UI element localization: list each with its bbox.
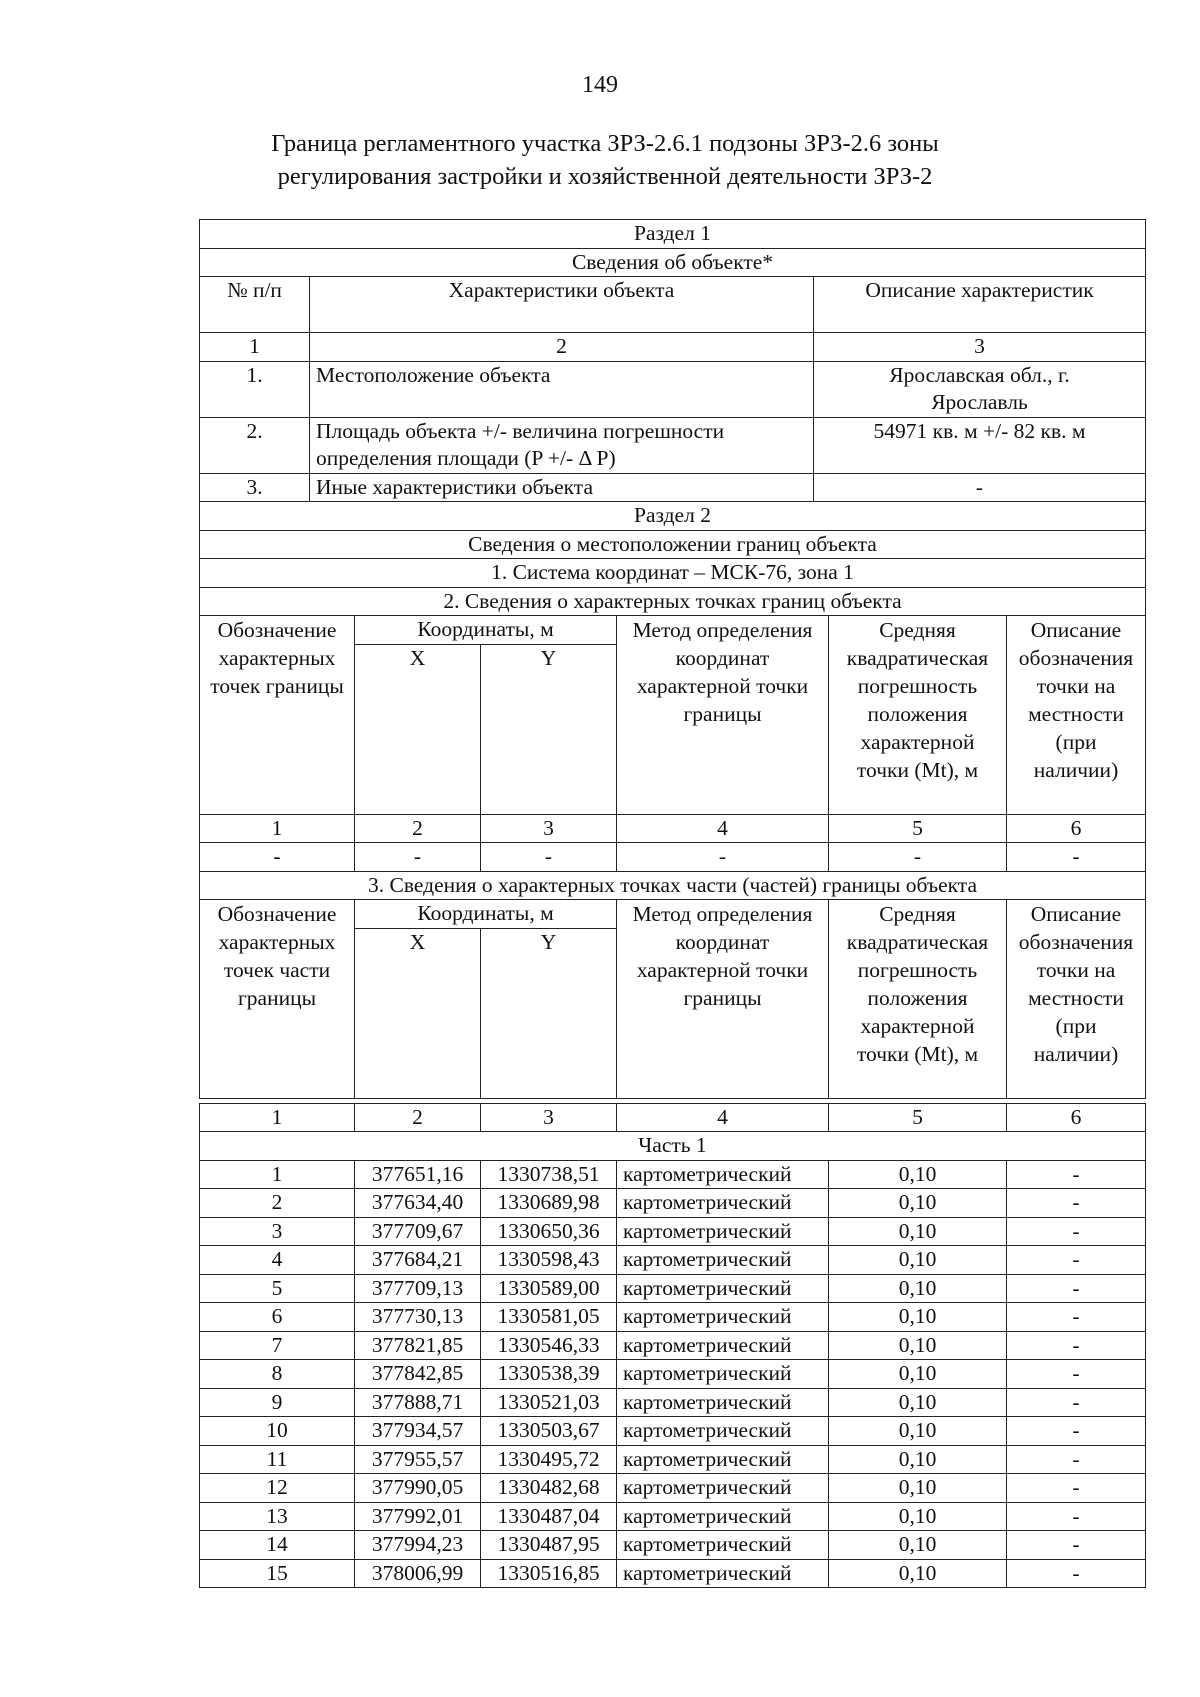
document-body (199, 219, 1145, 1588)
point-x: 377634,40 (355, 1189, 481, 1218)
point-desc: - (1007, 1274, 1146, 1303)
point-mt: 0,10 (829, 1160, 1007, 1189)
point-x: 377934,57 (355, 1417, 481, 1446)
table-row (200, 1445, 1146, 1474)
row-num: 2. (200, 417, 310, 473)
point-desc: - (1007, 1388, 1146, 1417)
section2-label: Раздел 2 (200, 502, 1146, 531)
point-desc: - (1007, 1246, 1146, 1275)
point-number: 8 (200, 1360, 355, 1389)
table-row (200, 1559, 1146, 1588)
section1-subtitle: Сведения об объекте* (200, 248, 1146, 277)
part-header-method: Метод определения координат характерной точки границы (617, 900, 829, 1099)
points-table (199, 615, 1146, 1099)
point-y: 1330482,68 (481, 1474, 617, 1503)
point-y: 1330589,00 (481, 1274, 617, 1303)
point-x: 377684,21 (355, 1246, 481, 1275)
table-row (200, 1160, 1146, 1189)
table-row (200, 1417, 1146, 1446)
point-number: 4 (200, 1246, 355, 1275)
point-method: картометрический (617, 1246, 829, 1275)
point-y: 1330487,04 (481, 1502, 617, 1531)
point-mt: 0,10 (829, 1445, 1007, 1474)
col-number: 2 (355, 814, 481, 843)
point-x: 377730,13 (355, 1303, 481, 1332)
point-x: 377992,01 (355, 1502, 481, 1531)
point-desc: - (1007, 1502, 1146, 1531)
col-number: 1 (200, 1103, 355, 1132)
point-x: 377842,85 (355, 1360, 481, 1389)
point-x: 377955,57 (355, 1445, 481, 1474)
point-number: 14 (200, 1531, 355, 1560)
point-mt: 0,10 (829, 1303, 1007, 1332)
header-x: X (355, 644, 481, 814)
section1-table (199, 219, 1146, 616)
header-y: Y (481, 644, 617, 814)
row-num: 3. (200, 473, 310, 502)
table-row (200, 1274, 1146, 1303)
row-name: Иные характеристики объекта (310, 473, 814, 502)
point-mt: 0,10 (829, 1474, 1007, 1503)
point-number: 12 (200, 1474, 355, 1503)
col-number: 2 (310, 333, 814, 362)
point-mt: 0,10 (829, 1246, 1007, 1275)
header-characteristic: Характеристики объекта (310, 277, 814, 333)
col-number: 2 (355, 1103, 481, 1132)
point-y: 1330650,36 (481, 1217, 617, 1246)
point-method: картометрический (617, 1559, 829, 1588)
point-mt: 0,10 (829, 1559, 1007, 1588)
point-method: картометрический (617, 1160, 829, 1189)
empty-cell: - (200, 843, 355, 872)
table-row (200, 1360, 1146, 1389)
col-number: 4 (617, 814, 829, 843)
row-num: 1. (200, 361, 310, 417)
part-header-desc: Описание обозначения точки на местности (при наличии) (1007, 900, 1146, 1099)
point-mt: 0,10 (829, 1331, 1007, 1360)
point-number: 11 (200, 1445, 355, 1474)
point-y: 1330503,67 (481, 1417, 617, 1446)
empty-cell: - (481, 843, 617, 872)
point-mt: 0,10 (829, 1217, 1007, 1246)
point-desc: - (1007, 1559, 1146, 1588)
point-desc: - (1007, 1303, 1146, 1332)
coord-system: 1. Система координат – МСК-76, зона 1 (200, 559, 1146, 588)
table-row (200, 1246, 1146, 1275)
col-number: 6 (1007, 1103, 1146, 1132)
point-mt: 0,10 (829, 1388, 1007, 1417)
col-number: 1 (200, 333, 310, 362)
table-row (200, 1217, 1146, 1246)
point-desc: - (1007, 1360, 1146, 1389)
point-number: 13 (200, 1502, 355, 1531)
point-number: 7 (200, 1331, 355, 1360)
header-description: Описание характеристик (814, 277, 1146, 333)
part-header-designation: Обозначение характерных точек части границы (200, 900, 355, 1099)
part-header-y: Y (481, 928, 617, 1098)
row-value: 54971 кв. м +/- 82 кв. м (814, 417, 1146, 473)
part-points-table (199, 1103, 1146, 1589)
col-number: 3 (481, 1103, 617, 1132)
point-method: картометрический (617, 1531, 829, 1560)
point-number: 2 (200, 1189, 355, 1218)
col-number: 1 (200, 814, 355, 843)
point-method: картометрический (617, 1189, 829, 1218)
title-line-2: регулирования застройки и хозяйственной деятельности ЗРЗ-2 (277, 163, 933, 190)
empty-cell: - (829, 843, 1007, 872)
point-method: картометрический (617, 1217, 829, 1246)
point-x: 377888,71 (355, 1388, 481, 1417)
point-mt: 0,10 (829, 1531, 1007, 1560)
point-desc: - (1007, 1417, 1146, 1446)
point-y: 1330738,51 (481, 1160, 617, 1189)
part-header-coords: Координаты, м (355, 900, 617, 929)
row-value: Ярославская обл., г. Ярославль (814, 361, 1146, 417)
point-method: картометрический (617, 1360, 829, 1389)
point-x: 377709,13 (355, 1274, 481, 1303)
table-row (200, 1502, 1146, 1531)
col-number: 4 (617, 1103, 829, 1132)
point-y: 1330689,98 (481, 1189, 617, 1218)
point-x: 377651,16 (355, 1160, 481, 1189)
header-coords: Координаты, м (355, 616, 617, 645)
table-row (200, 1531, 1146, 1560)
point-mt: 0,10 (829, 1274, 1007, 1303)
point-x: 378006,99 (355, 1559, 481, 1588)
points-title: 2. Сведения о характерных точках границ объекта (200, 587, 1146, 616)
point-y: 1330598,43 (481, 1246, 617, 1275)
table-row (200, 1303, 1146, 1332)
header-method: Метод определения координат характерной точки границы (617, 616, 829, 815)
point-desc: - (1007, 1217, 1146, 1246)
point-number: 6 (200, 1303, 355, 1332)
point-method: картометрический (617, 1417, 829, 1446)
col-number: 6 (1007, 814, 1146, 843)
row-name: Площадь объекта +/- величина погрешности определения площади (P +/- Δ P) (310, 417, 814, 473)
point-x: 377709,67 (355, 1217, 481, 1246)
point-x: 377821,85 (355, 1331, 481, 1360)
header-error: Средняя квадратическая погрешность положения характерной точки (Mt), м (829, 616, 1007, 815)
col-number: 3 (814, 333, 1146, 362)
point-y: 1330538,39 (481, 1360, 617, 1389)
part-label: Часть 1 (200, 1132, 1146, 1161)
point-mt: 0,10 (829, 1502, 1007, 1531)
point-number: 3 (200, 1217, 355, 1246)
part-header-error: Средняя квадратическая погрешность положения характерной точки (Mt), м (829, 900, 1007, 1099)
section2-subtitle: Сведения о местоположении границ объекта (200, 530, 1146, 559)
point-method: картометрический (617, 1274, 829, 1303)
point-y: 1330521,03 (481, 1388, 617, 1417)
table-row (200, 1474, 1146, 1503)
point-desc: - (1007, 1160, 1146, 1189)
point-number: 5 (200, 1274, 355, 1303)
empty-cell: - (355, 843, 481, 872)
point-method: картометрический (617, 1502, 829, 1531)
point-y: 1330487,95 (481, 1531, 617, 1560)
point-number: 10 (200, 1417, 355, 1446)
points-body (200, 1160, 1146, 1588)
table-row (200, 1189, 1146, 1218)
point-x: 377990,05 (355, 1474, 481, 1503)
header-num: № п/п (200, 277, 310, 333)
table-row (200, 1331, 1146, 1360)
point-number: 15 (200, 1559, 355, 1588)
section1-label: Раздел 1 (200, 220, 1146, 249)
table-row (200, 1388, 1146, 1417)
col-number: 5 (829, 814, 1007, 843)
point-method: картометрический (617, 1388, 829, 1417)
row-name: Местоположение объекта (310, 361, 814, 417)
col-number: 3 (481, 814, 617, 843)
part-points-title: 3. Сведения о характерных точках части (частей) границы объекта (200, 871, 1146, 900)
empty-cell: - (1007, 843, 1146, 872)
point-mt: 0,10 (829, 1417, 1007, 1446)
point-desc: - (1007, 1331, 1146, 1360)
point-method: картометрический (617, 1445, 829, 1474)
point-method: картометрический (617, 1303, 829, 1332)
point-desc: - (1007, 1474, 1146, 1503)
point-desc: - (1007, 1445, 1146, 1474)
point-number: 9 (200, 1388, 355, 1417)
point-mt: 0,10 (829, 1189, 1007, 1218)
point-method: картометрический (617, 1331, 829, 1360)
point-x: 377994,23 (355, 1531, 481, 1560)
empty-cell: - (617, 843, 829, 872)
point-y: 1330516,85 (481, 1559, 617, 1588)
col-number: 5 (829, 1103, 1007, 1132)
point-desc: - (1007, 1189, 1146, 1218)
point-method: картометрический (617, 1474, 829, 1503)
point-y: 1330581,05 (481, 1303, 617, 1332)
page-number: 149 (582, 72, 618, 98)
point-desc: - (1007, 1531, 1146, 1560)
header-designation: Обозначение характерных точек границы (200, 616, 355, 815)
point-number: 1 (200, 1160, 355, 1189)
title-line-1: Граница регламентного участка ЗРЗ-2.6.1 подзоны ЗРЗ-2.6 зоны (271, 130, 939, 157)
row-value: - (814, 473, 1146, 502)
header-desc: Описание обозначения точки на местности (при наличии) (1007, 616, 1146, 815)
point-y: 1330495,72 (481, 1445, 617, 1474)
point-y: 1330546,33 (481, 1331, 617, 1360)
document-title (150, 127, 1060, 193)
part-header-x: X (355, 928, 481, 1098)
point-mt: 0,10 (829, 1360, 1007, 1389)
